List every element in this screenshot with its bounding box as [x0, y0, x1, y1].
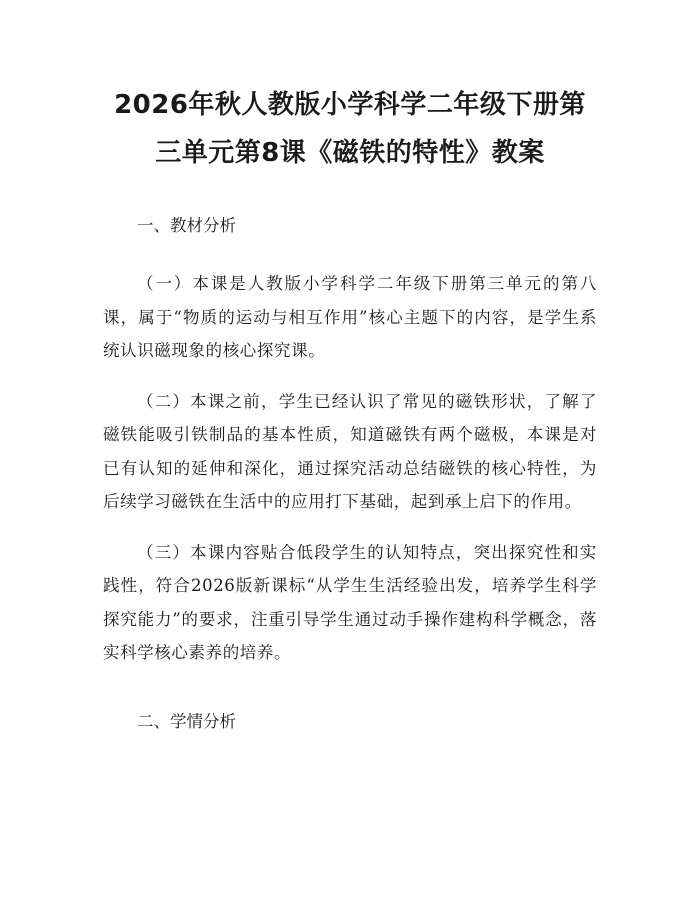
paragraph: （三）本课内容贴合低段学生的认知特点，突出探究性和实践性，符合2026版新课标“从学生生活经验出发，培养学生科学探究能力”的要求，注重引导学生通过动手操作建构科学概念，落实科学核心素养的培养。	[103, 542, 597, 662]
section-heading-textbook-analysis: 一、教材分析	[137, 216, 236, 235]
document-title: 2026年秋人教版小学科学二年级下册第三单元第8课《磁铁的特性》教案	[114, 90, 586, 168]
paragraph: （一）本课是人教版小学科学二年级下册第三单元的第八课，属于“物质的运动与相互作用”核心主题下的内容，是学生系统认识磁现象的核心探究课。	[103, 274, 597, 360]
section-heading-student-analysis: 二、学情分析	[137, 711, 236, 731]
paragraph: （二）本课之前，学生已经认识了常见的磁铁形状，了解了磁铁能吸引铁制品的基本性质，知道磁铁有两个磁极，本课是对已有认知的延伸和深化，通过探究活动总结磁铁的核心特性，为后续学习磁铁在生活中的应用打下基础，起到承上启下的作用。	[103, 391, 597, 511]
